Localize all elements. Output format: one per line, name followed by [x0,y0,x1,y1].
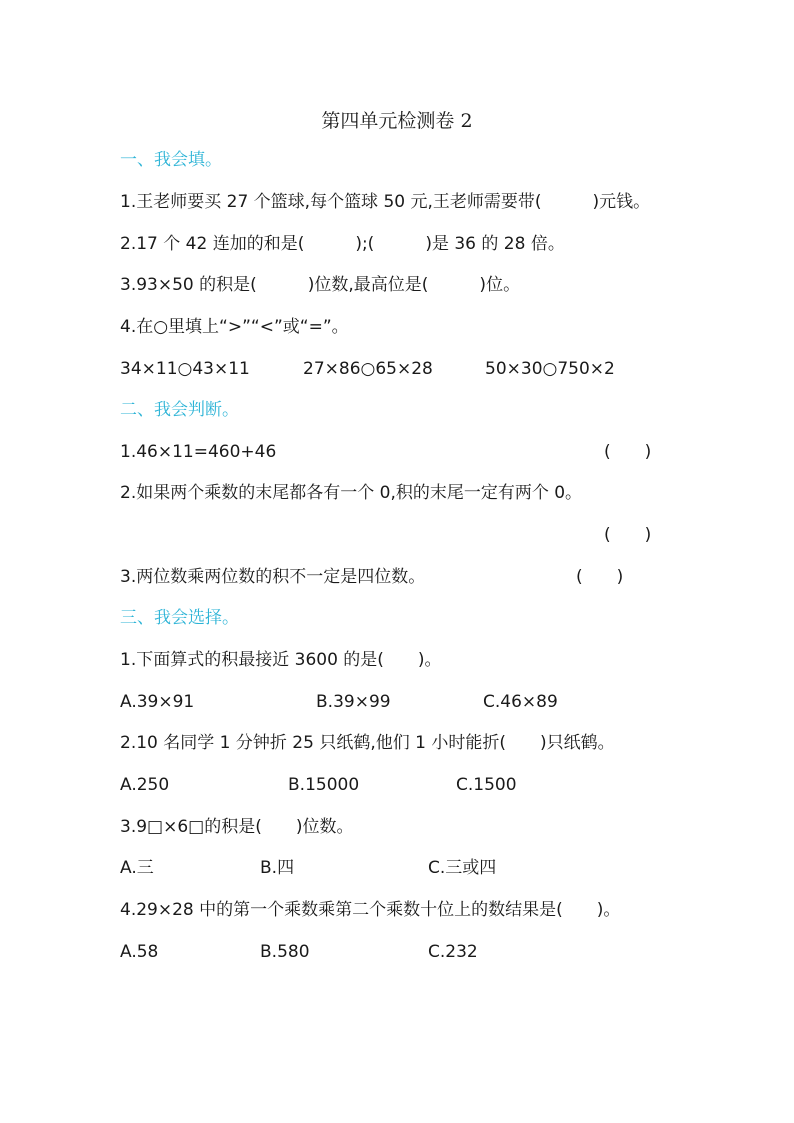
answer-paren: ( ) [604,442,652,462]
compare-item: 34×11○43×11 [120,359,250,379]
option: C.三或四 [428,858,497,878]
option: A.三 [120,858,154,878]
fill-question-2: 2.17 个 42 连加的和是( );( )是 36 的 28 倍。 [120,234,565,254]
fill-question-1: 1.王老师要买 27 个篮球,每个篮球 50 元,王老师需要带( )元钱。 [120,192,651,212]
compare-item: 27×86○65×28 [303,359,433,379]
fill-question-3: 3.93×50 的积是( )位数,最高位是( )位。 [120,275,521,295]
judge-question-1: 1.46×11=460+46 [120,442,277,462]
section-choose-heading: 三、我会选择。 [120,608,239,628]
page-title: 第四单元检测卷 2 [321,110,473,132]
option: C.1500 [456,775,517,795]
judge-question-3: 3.两位数乘两位数的积不一定是四位数。 [120,567,426,587]
option: A.250 [120,775,170,795]
option: C.232 [428,942,478,962]
choose-question-1: 1.下面算式的积最接近 3600 的是( )。 [120,650,442,670]
option: A.58 [120,942,159,962]
option: B.39×99 [316,692,391,712]
choose-question-2: 2.10 名同学 1 分钟折 25 只纸鹤,他们 1 小时能折( )只纸鹤。 [120,733,615,753]
option: B.四 [260,858,295,878]
option: A.39×91 [120,692,195,712]
option: B.15000 [288,775,360,795]
section-fill-heading: 一、我会填。 [120,150,222,170]
judge-question-2: 2.如果两个乘数的末尾都各有一个 0,积的末尾一定有两个 0。 [120,483,583,503]
compare-item: 50×30○750×2 [485,359,615,379]
choose-question-4: 4.29×28 中的第一个乘数乘第二个乘数十位上的数结果是( )。 [120,900,621,920]
option: C.46×89 [483,692,558,712]
answer-paren: ( ) [604,525,652,545]
section-judge-heading: 二、我会判断。 [120,400,239,420]
fill-question-4: 4.在○里填上“>”“<”或“=”。 [120,317,349,337]
answer-paren: ( ) [576,567,624,587]
choose-question-3: 3.9□×6□的积是( )位数。 [120,817,354,837]
option: B.580 [260,942,310,962]
